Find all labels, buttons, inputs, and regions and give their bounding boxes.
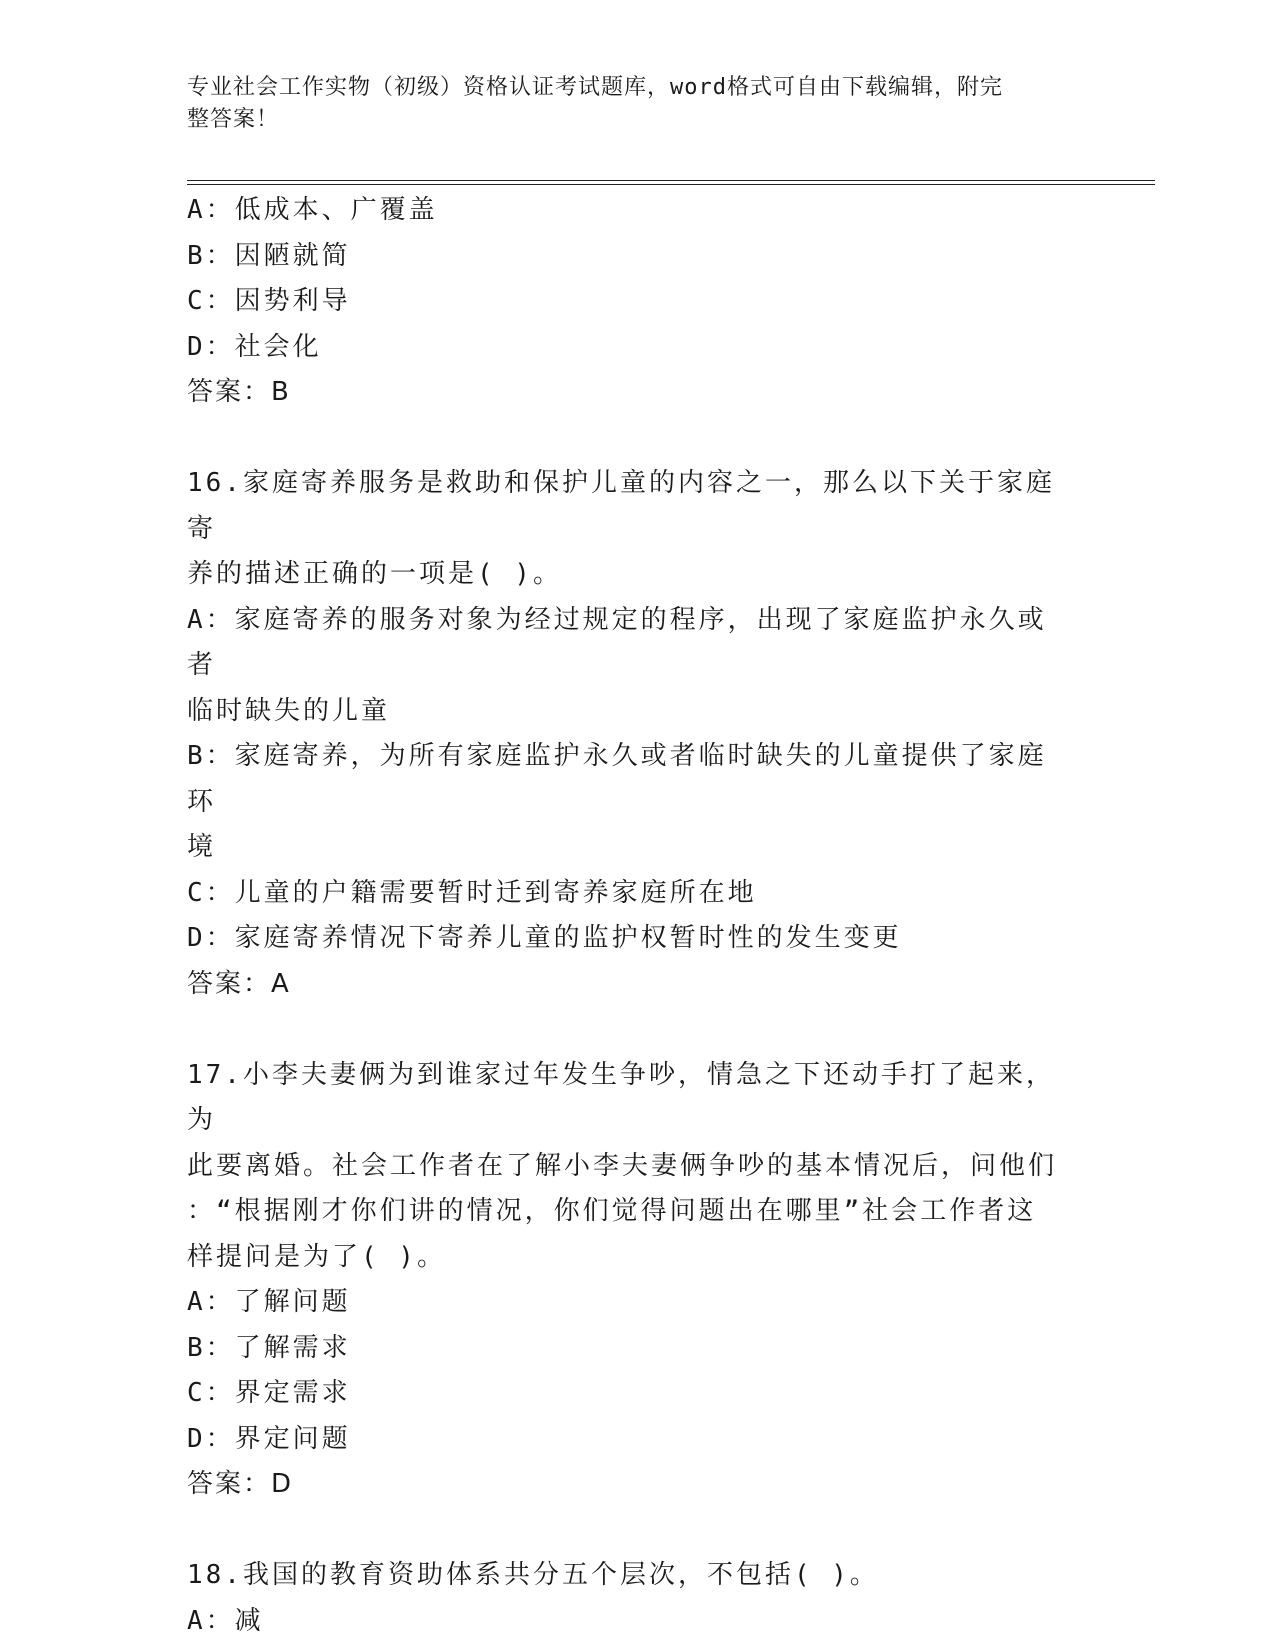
q16-option-b-line-2: 境: [187, 832, 217, 862]
question-16: [187, 461, 1067, 1007]
q16-stem-line-1: 16.家庭寄养服务是救助和保护儿童的内容之一，那么以下关于家庭寄: [187, 468, 1055, 544]
spacer: [187, 1007, 1067, 1053]
spacer: [187, 1508, 1067, 1554]
header-line-2: 整答案！: [187, 107, 280, 132]
q17-option-a: A：了解问题: [187, 1287, 351, 1317]
q17-stem-line-3: ：“根据刚才你们讲的情况，你们觉得问题出在哪里”社会工作者这: [187, 1196, 1037, 1226]
q17-stem-line-2: 此要离婚。社会工作者在了解小李夫妻俩争吵的基本情况后，问他们: [187, 1150, 1058, 1181]
q15-answer: 答案：B: [187, 377, 291, 407]
q17-answer: 答案：D: [187, 1469, 294, 1499]
document-header: [187, 72, 1067, 136]
q16-option-b-line-1: B：家庭寄养，为所有家庭监护永久或者临时缺失的儿童提供了家庭环: [187, 741, 1047, 817]
q17-option-b: B：了解需求: [187, 1332, 351, 1363]
question-18: [187, 1553, 1067, 1644]
spacer: [187, 416, 1067, 462]
q16-option-a-line-2: 临时缺失的儿童: [187, 695, 391, 726]
q16-option-d: D：家庭寄养情况下寄养儿童的监护权暂时性的发生变更: [187, 923, 902, 953]
question-15-continued: [187, 188, 1067, 416]
question-content: [187, 188, 1067, 1644]
q15-option-a: A：低成本、广覆盖: [187, 195, 438, 225]
q15-option-c: C：因势利导: [187, 286, 351, 316]
header-line-1: 专业社会工作实物（初级）资格认证考试题库，word格式可自由下载编辑，附完: [187, 75, 1003, 100]
q16-stem-line-2: 养的描述正确的一项是( )。: [187, 559, 562, 589]
q17-stem-line-4: 样提问是为了( )。: [187, 1241, 446, 1272]
q17-stem-line-1: 17.小李夫妻俩为到谁家过年发生争吵，情急之下还动手打了起来，为: [187, 1059, 1055, 1135]
q18-stem-line-1: 18.我国的教育资助体系共分五个层次，不包括( )。: [187, 1560, 879, 1590]
q15-option-d: D：社会化: [187, 331, 322, 362]
q15-option-b: B：因陋就简: [187, 240, 351, 271]
q16-answer: 答案：A: [187, 968, 291, 999]
q17-option-c: C：界定需求: [187, 1378, 351, 1408]
header-divider-bottom: [187, 184, 1155, 185]
q16-option-a-line-1: A：家庭寄养的服务对象为经过规定的程序，出现了家庭监护永久或者: [187, 604, 1047, 680]
question-17: [187, 1053, 1067, 1508]
q18-option-a: A：减: [187, 1605, 264, 1636]
q16-option-c: C：儿童的户籍需要暂时迁到寄养家庭所在地: [187, 877, 757, 908]
header-divider-top: [187, 180, 1155, 181]
q17-option-d: D：界定问题: [187, 1423, 351, 1454]
